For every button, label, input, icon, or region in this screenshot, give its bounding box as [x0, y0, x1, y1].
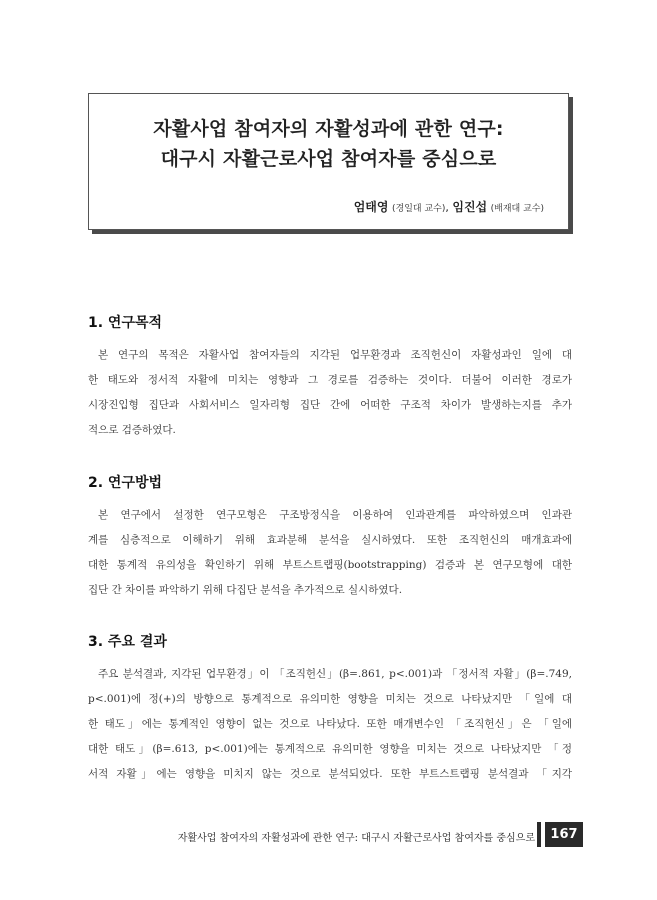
running-title-footer: 자활사업 참여자의 자활성과에 관한 연구: 대구시 자활근로사업 참여자를 중심으로	[177, 833, 535, 844]
author-2-affiliation: (배재대 교수)	[490, 204, 544, 214]
body-line: 적으로 검증하였다.	[88, 424, 176, 436]
body-line: 한 태도」에는 통계적인 영향이 없는 것으로 나타났다. 또한 매개변수인 「조직헌신」은 「일에	[88, 718, 572, 730]
section-heading-results: 3. 주요 결과	[88, 634, 167, 650]
body-line: 한 태도와 정서적 자활에 미치는 영향과 그 경로를 검증하는 것이다. 더불어 이러한 경로가	[88, 374, 572, 386]
section-heading-methods: 2. 연구방법	[88, 475, 163, 491]
title-box	[88, 93, 569, 230]
paper-title-line-1: 자활사업 참여자의 자활성과에 관한 연구:	[153, 118, 504, 140]
section-heading-purpose: 1. 연구목적	[88, 315, 163, 331]
author-2-name: 임진섭	[452, 200, 488, 214]
author-1-name: 엄태영	[353, 200, 389, 214]
author-separator: ,	[445, 201, 449, 214]
paper-title-line-2: 대구시 자활근로사업 참여자를 중심으로	[160, 148, 497, 170]
body-line: 주요 분석결과, 지각된 업무환경」이 「조직헌신」(β=.861, p<.001)과 「정서적 자활」(β=.749,	[98, 668, 572, 680]
body-line: 시장진입형 집단과 사회서비스 일자리형 집단 간에 어떠한 구조적 차이가 발생하는지를 추가	[88, 399, 572, 411]
section-body-purpose	[88, 343, 572, 443]
body-line: 집단 간 차이를 파악하기 위해 다집단 분석을 추가적으로 실시하였다.	[88, 584, 403, 596]
section-body-methods	[88, 503, 572, 603]
section-body-results	[88, 662, 572, 787]
author-1-affiliation: (경일대 교수)	[392, 204, 446, 214]
body-line: 대한 통계적 유의성을 확인하기 위해 부트스트랩핑(bootstrapping) 검증과 본 연구모형에 대한	[88, 559, 572, 571]
body-line: p<.001)에 정(+)의 방향으로 통계적으로 유의미한 영향을 미치는 것으로 나타났지만 「일에 대	[88, 693, 572, 705]
page-number: 167	[545, 822, 583, 847]
body-line: 본 연구에서 설정한 연구모형은 구조방정식을 이용하여 인과관계를 파악하였으며 인과관	[98, 509, 572, 521]
body-line: 계를 심층적으로 이해하기 위해 효과분해 분석을 실시하였다. 또한 조직헌신의 매개효과에	[88, 534, 572, 546]
body-line: 본 연구의 목적은 자활사업 참여자들의 지각된 업무환경과 조직헌신이 자활성과인 일에 대	[98, 349, 572, 361]
body-line: 서적 자활」에는 영향을 미치지 않는 것으로 분석되었다. 또한 부트스트랩핑 분석결과 「지각	[88, 768, 572, 780]
author-line	[354, 198, 544, 215]
body-line: 대한 태도」(β=.613, p<.001)에는 통계적으로 유의미한 영향을 미치는 것으로 나타났지만 「정	[88, 743, 572, 755]
footer-divider-bar	[537, 822, 541, 847]
